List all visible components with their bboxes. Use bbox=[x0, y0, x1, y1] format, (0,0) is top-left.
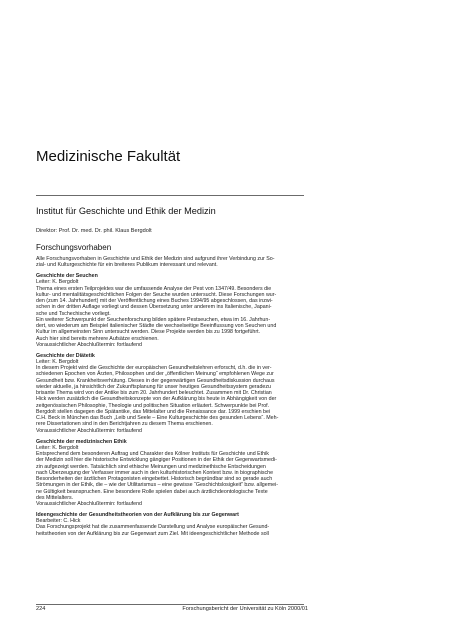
project-title: Geschichte der Seuchen bbox=[36, 273, 98, 280]
text-segment: Kultur im allgemeinsten Sinn untersucht werden. Diese Projekte werden bis zu bbox=[36, 329, 220, 336]
text-line: Besonderheiten der ärztlichen Protagonisten eingebettet. Historisch begründbar sind so gerade auch bbox=[36, 476, 273, 483]
text-line: brisante Thema wird von der Antike bis zum 20. Jahrhundert beleuchtet. Zusammen mit Dr. Christian bbox=[36, 390, 272, 397]
text-line: wieder aktuelle, ja hinsichtlich der Zukunftsplanung für unser heutiges Gesundheitssystem geradezu bbox=[36, 383, 271, 390]
text-line: sche und Tschechische vorliegt. bbox=[36, 310, 111, 317]
project-paragraph bbox=[36, 365, 308, 434]
text-line: Voraussichtlicher Abschlußtermin: fortlaufend bbox=[36, 341, 142, 348]
text-line: ne Gültigkeit beanspruchen. Eine besondere Rolle spielen dabei auch ärztlichdeontologische Texte bbox=[36, 488, 268, 495]
project-leader: Leiter: K. Bergdolt bbox=[36, 358, 79, 365]
project-paragraph bbox=[36, 286, 308, 317]
faculty-title: Medizinische Fakultät bbox=[36, 148, 181, 165]
project-title: Geschichte der medizinischen Ethik bbox=[36, 438, 127, 445]
text-line: Strömungen in der Ethik, die – wie der Utilitarismus – eine gewisse “Geschichtslosigkeit” bzw. allgemei- bbox=[36, 482, 278, 489]
header-rule bbox=[36, 195, 304, 196]
body-text bbox=[36, 256, 308, 537]
text-line: zin aufgezeigt werden. Tatsächlich sind ethische Meinungen und medizinethische Entscheidungen bbox=[36, 463, 266, 470]
text-line: Thema eines ersten Teilprojektes war die umfassende Analyse der Pest von 1347/49. Besonders die bbox=[36, 285, 272, 292]
project-title: Ideengeschichte der Gesundheitstheorien von der Aufklärung bis zur Gegenwart bbox=[36, 511, 239, 518]
text-line: Bergdolt stellen dagegen die Spätantike, das Mittelalter und die Renaissance dar. 1999 erschien bei bbox=[36, 408, 271, 415]
text-line: C.H. Beck in München das Buch „Leib und Seele – Eine Kulturgeschichte des gesunden Lebens“. Meh- bbox=[36, 415, 279, 422]
text-line: zeitgenössischen Philosophie, Theologie und politischen Situation erläutert. Schwerpunkte bei Prof. bbox=[36, 402, 270, 409]
text-line: Das Forschungsprojekt hat die zusammenfassende Darstellung und Analyse europäischer Gesund- bbox=[36, 524, 270, 531]
text-line: Voraussichtlicher Abschlußtermin: fortlaufend bbox=[36, 501, 142, 508]
project-paragraph bbox=[36, 524, 308, 537]
text-line: Ein weiterer Schwerpunkt der Seuchenforschung bilden spätere Pestseuchen, etwa im 16. Jahrhun- bbox=[36, 316, 271, 323]
text-line: zial- und Kulturgeschichte für ein breiteres Publikum interessant und relevant. bbox=[36, 262, 218, 269]
section-heading: Forschungsvorhaben bbox=[36, 243, 112, 252]
footer-rule bbox=[36, 604, 304, 605]
text-line: Voraussichtlicher Abschlußtermin: fortlaufend bbox=[36, 427, 142, 434]
intro-paragraph bbox=[36, 256, 308, 269]
project-leader: Leiter: K. Bergdolt bbox=[36, 444, 79, 451]
text-line: Alle Forschungsvorhaben in Geschichte und Ethik der Medizin sind aufgrund ihrer Verbindung zur So- bbox=[36, 256, 275, 262]
footer-source: Forschungsbericht der Universität zu Köln 2000/01 bbox=[182, 606, 308, 612]
director-line: Direktor: Prof. Dr. med. Dr. phil. Klaus Bergdolt bbox=[36, 228, 152, 234]
text-line: rere Dissertationen sind in den Berichtjahren zu diesem Thema erschienen. bbox=[36, 421, 213, 428]
text-line: dert, wo wiederum am Beispiel italienischer Städte die wechselseitige Beeinflussung von Seuchen und bbox=[36, 323, 277, 330]
text-line: schen in der dritten Auflage vorliegt und dessen Übersetzung unter anderem ins Italienische, Japani- bbox=[36, 304, 272, 311]
text-line: In diesem Projekt wird die Geschichte der europäischen Gesundheitslehren erforscht, d.h. die in ver- bbox=[36, 365, 272, 372]
project-paragraph bbox=[36, 451, 308, 507]
text-line: Gesundheit bzw. Krankheitsverhütung. Dieses in der gegenwärtigen Gesundheitsdiskussion durchaus bbox=[36, 377, 275, 384]
text-line: nach Überzeugung der Verfasser immer auch in den kulturhistorischen Kontext bzw. in biographische bbox=[36, 469, 274, 476]
text-line: den (zum 14. Jahrhundert) mit der Veröffentlichung eines Buches 1994/95 abgeschlossen, das inzwi- bbox=[36, 298, 273, 305]
project-paragraph bbox=[36, 317, 308, 348]
page-number: 224 bbox=[36, 606, 46, 612]
text-line: Hick werden zusätzlich die Gesundheitskonzepte von der Aufklärung bis heute in Abhängigkeit von der bbox=[36, 396, 277, 403]
text-line: der Medizin soll hier die historische Entwicklung gängiger Positionen in der Ethik der Gegenwartsmedi- bbox=[36, 457, 277, 464]
text-line: Auch hier sind bereits mehrere Aufsätze erschienen. bbox=[36, 335, 159, 342]
text-line: kultur- und mentalitätsgeschichtlichen Folgen der Seuche wurden untersucht. Diese Forschungen wur- bbox=[36, 291, 277, 298]
institute-title: Institut für Geschichte und Ethik der Medizin bbox=[36, 206, 216, 216]
text-line: schiedenen Epochen von Ärzten, Philosophen und der „öffentlichen Meinung“ empfohlenen Wege zur bbox=[36, 371, 274, 378]
text-line: Entsprechend dem besonderen Auftrag und Charakter des Kölner Instituts für Geschichte und Ethik bbox=[36, 451, 269, 458]
project-leader: Leiter: K. Bergdolt bbox=[36, 279, 79, 286]
project-leader: Bearbeiter: C. Hick bbox=[36, 518, 81, 525]
text-line: heitstheorien von der Aufklärung bis zur Gegenwart zum Ziel. Mit ideengeschichtlicher Methode soll bbox=[36, 530, 269, 537]
project-title: Geschichte der Diätetik bbox=[36, 352, 95, 359]
text-line: Kultur im allgemeinsten Sinn untersucht werden. Diese Projekte werden bis zu 1998 fortgeführt. bbox=[36, 329, 261, 336]
text-line: des Mittelalters. bbox=[36, 494, 74, 501]
